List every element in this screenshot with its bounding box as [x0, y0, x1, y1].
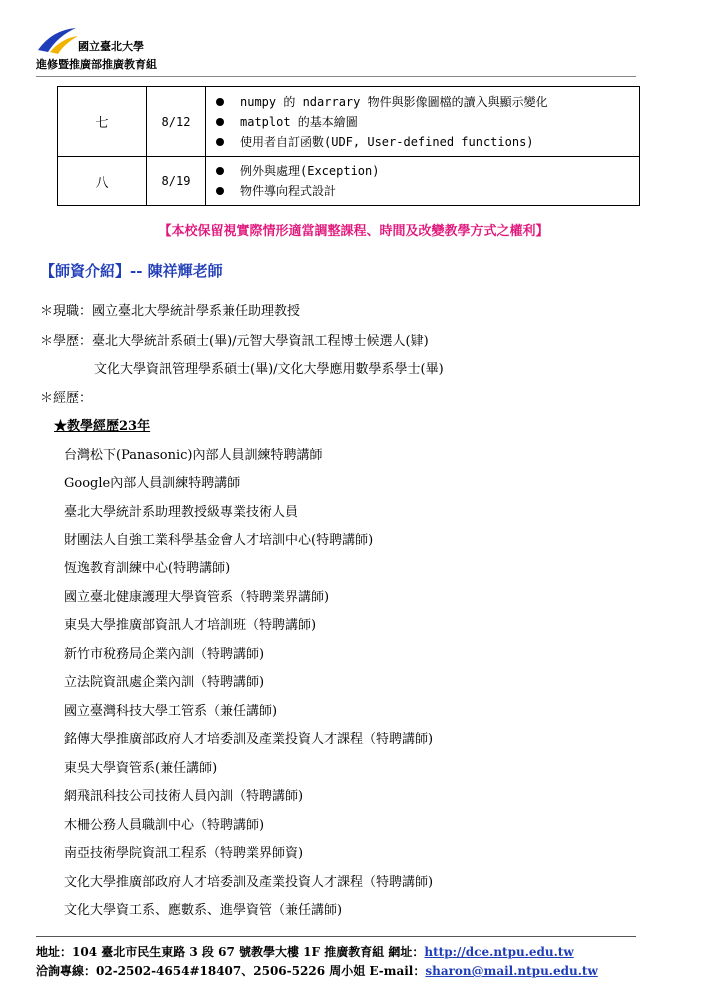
- session-cell: 八: [58, 157, 147, 206]
- bullet-icon: [216, 167, 224, 175]
- list-item: 物件導向程式設計: [216, 181, 631, 201]
- table-row: [58, 87, 640, 157]
- list-item: matplot 的基本繪圖: [216, 112, 631, 132]
- university-logo-icon: [36, 24, 80, 58]
- list-item: 木柵公務人員職訓中心（特聘講師): [64, 818, 265, 833]
- date-cell: 8/12: [147, 87, 206, 157]
- schedule-table: [57, 86, 640, 206]
- list-item: 國立臺灣科技大學工管系（兼任講師): [64, 704, 278, 719]
- list-item: 國立臺北健康護理大學資管系（特聘業界講師): [64, 590, 330, 605]
- rights-notice: 【本校保留視實際情形適當調整課程、時間及改變教學方式之權利】: [158, 224, 549, 239]
- bullet-icon: [216, 118, 224, 126]
- website-link[interactable]: http://dce.ntpu.edu.tw: [424, 945, 574, 959]
- list-item: 新竹市稅務局企業內訓（特聘講師): [64, 647, 265, 662]
- date-cell: 8/19: [147, 157, 206, 206]
- experience-heading: ★教學經歷23年: [54, 419, 151, 434]
- list-item: 例外與處理(Exception): [216, 161, 631, 181]
- list-item: 使用者自訂函數(UDF, User-defined functions): [216, 132, 631, 152]
- list-item: 立法院資訊處企業內訓（特聘講師): [64, 675, 265, 690]
- org-name-line1: 國立臺北大學: [78, 40, 144, 53]
- list-item: 銘傳大學推廣部政府人才培委訓及產業投資人才課程（特聘講師): [64, 732, 434, 747]
- list-item: 臺北大學統計系助理教授級專業技術人員: [64, 505, 299, 520]
- list-item: Google內部人員訓練特聘講師: [64, 476, 241, 491]
- education-line-2: 文化大學資訊管理學系碩士(畢)/文化大學應用數學系學士(畢): [94, 362, 444, 377]
- bullet-icon: [216, 98, 224, 106]
- email-link[interactable]: sharon@mail.ntpu.edu.tw: [425, 964, 598, 978]
- list-item: 網飛訊科技公司技術人員內訓（特聘講師): [64, 789, 304, 804]
- topics-cell: [206, 87, 640, 157]
- bullet-icon: [216, 138, 224, 146]
- teacher-heading: 【師資介紹】-- 陳祥輝老師: [40, 262, 223, 280]
- list-item: 文化大學推廣部政府人才培委訓及產業投資人才課程（特聘講師): [64, 875, 434, 890]
- list-item: 台灣松下(Panasonic)內部人員訓練特聘講師: [64, 448, 323, 463]
- footer-address: 地址：104 臺北市民生東路 3 段 67 號教學大樓 1F 推廣教育組 網址：http://dce.ntpu.edu.tw: [36, 945, 574, 959]
- footer-divider: [36, 936, 636, 937]
- topics-cell: [206, 157, 640, 206]
- list-item: 恆逸教育訓練中心(特聘講師): [64, 561, 231, 576]
- table-row: [58, 157, 640, 206]
- org-name-line2: 進修暨推廣部推廣教育組: [36, 58, 157, 71]
- list-item: 文化大學資工系、應數系、進學資管（兼任講師): [64, 903, 343, 918]
- bullet-icon: [216, 187, 224, 195]
- current-position: ＊現職：國立臺北大學統計學系兼任助理教授: [40, 304, 301, 319]
- list-item: 財團法人自強工業科學基金會人才培訓中心(特聘講師): [64, 533, 374, 548]
- list-item: 南亞技術學院資訊工程系（特聘業界師資): [64, 846, 304, 861]
- header-divider: [36, 76, 636, 77]
- list-item: 東吳大學資管系(兼任講師): [64, 761, 218, 776]
- education-line-1: ＊學歷：臺北大學統計系碩士(畢)/元智大學資訊工程博士候選人(肄): [40, 334, 429, 349]
- experience-label: ＊經歷：: [40, 391, 93, 406]
- footer-contact: 洽詢專線：02-2502-4654#18407、2506-5226 周小姐 E-mail：sharon@mail.ntpu.edu.tw: [36, 964, 598, 978]
- list-item: numpy 的 ndarrary 物件與影像圖檔的讀入與顯示變化: [216, 92, 631, 112]
- list-item: 東吳大學推廣部資訊人才培訓班（特聘講師): [64, 618, 317, 633]
- session-cell: 七: [58, 87, 147, 157]
